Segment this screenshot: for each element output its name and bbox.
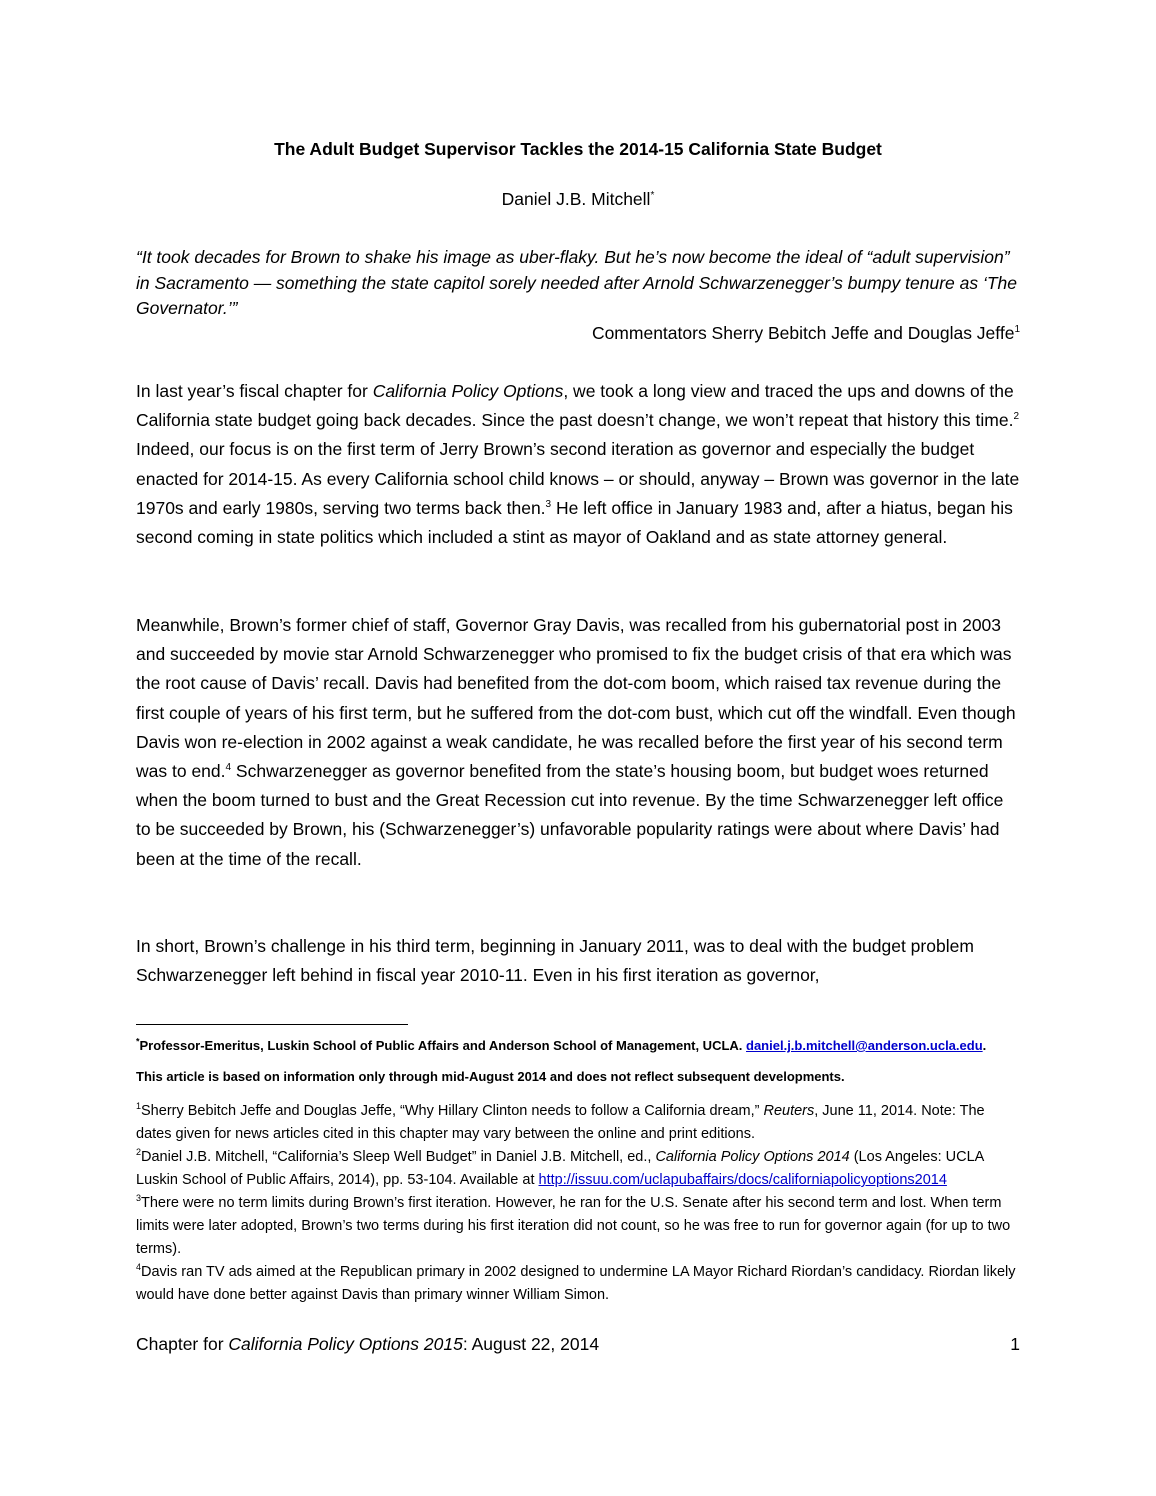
footnote-star-mark: * <box>136 1036 140 1047</box>
footnotes-list <box>136 1100 1020 1307</box>
para1-text-a: In last year’s fiscal chapter for <box>136 381 373 401</box>
footnote-ref-4: 4 <box>225 762 232 774</box>
para1-text-d: He left office in January 1983 and, after a hiatus, began his second coming in state politics which included a stint as mayor of Oakland and as state attorney general. <box>136 497 1013 548</box>
footer-date: : August 22, 2014 <box>462 1334 600 1354</box>
para1-text-c: Indeed, our focus is on the first term of Jerry Brown’s second iteration as governor and especially the budget enacted for 2014-15. As every California school child knows – or should, anyway – Brown was governor in the late 1970s and early 1980s, serving two terms back then. <box>136 439 1020 518</box>
footnote-4-text: Davis ran TV ads aimed at the Republican primary in 2002 designed to undermine LA Mayor Richard Riordan’s candidacy. Riordan likely would have done better against Davis than primary winner William Simon. <box>136 1264 1016 1303</box>
body-paragraph-2 <box>136 611 1020 874</box>
footnote-separator <box>136 1024 408 1025</box>
para1-book-title: California Policy Options <box>372 381 564 401</box>
footnote-3-mark: 3 <box>136 1193 142 1204</box>
page-number: 1 <box>1010 1334 1020 1354</box>
author-line <box>136 187 1020 211</box>
body-paragraph-3: In short, Brown’s challenge in his third term, beginning in January 2011, was to deal with the budget problem Schwarzenegger left behind in fiscal year 2010-11. Even in his first iteration as governor, <box>136 936 974 986</box>
footnote-ref-1: 1 <box>1014 324 1020 336</box>
footnote-2 <box>136 1146 1020 1192</box>
footnote-1-text-a: Sherry Bebitch Jeffe and Douglas Jeffe, “Why Hillary Clinton needs to follow a California dream,” <box>141 1103 764 1119</box>
footnote-ref-3: 3 <box>545 498 552 510</box>
footnote-2-mark: 2 <box>136 1147 142 1158</box>
author-footnote-mark: * <box>650 190 655 202</box>
footnote-star-end: . <box>982 1038 987 1053</box>
epigraph-attribution <box>136 321 1020 345</box>
footnote-4-mark: 4 <box>136 1262 142 1273</box>
footnote-3 <box>136 1192 1020 1261</box>
footnote-1-mark: 1 <box>136 1101 142 1112</box>
para2-text-a: Meanwhile, Brown’s former chief of staff, Governor Gray Davis, was recalled from his gubernatorial post in 2003 and succeeded by movie star Arnold Schwarzenegger who promised to fix the budget crisis of that era which was the root cause of Davis’ recall. Davis had benefited from the dot-com boom, which raised tax revenue during the first couple of years of his first term, but he suffered from the dot-com bust, which cut off the windfall. Even though Davis won re-election in 2002 against a weak candidate, he was recalled before the first year of his second term was to end. <box>136 615 1016 782</box>
author-email-link[interactable]: daniel.j.b.mitchell@anderson.ucla.edu <box>746 1038 983 1053</box>
footer-prefix: Chapter for <box>136 1334 229 1354</box>
body-paragraph-1 <box>136 377 1020 552</box>
footnote-2-url-link[interactable]: http://issuu.com/uclapubaffairs/docs/californiapolicyoptions2014 <box>538 1172 947 1188</box>
footnote-2-text-a: Daniel J.B. Mitchell, “California’s Sleep Well Budget” in Daniel J.B. Mitchell, ed., <box>141 1149 656 1165</box>
footnote-basis: This article is based on information only through mid-August 2014 and does not reflect subsequent developments. <box>136 1069 845 1084</box>
author-name: Daniel J.B. Mitchell <box>501 189 651 209</box>
para1-text-b: , we took a long view and traced the ups and downs of the California state budget going back decades. Since the past doesn’t change, we won’t repeat that history this time. <box>136 381 1014 431</box>
attribution-text: Commentators Sherry Bebitch Jeffe and Douglas Jeffe <box>591 323 1015 343</box>
epigraph-quote: “It took decades for Brown to shake his image as uber-flaky. But he’s now become the ideal of “adult supervision” in Sacramento — something the state capitol sorely needed after Arnold Schwarzenegger’s bumpy tenure as ‘The Governator.’” <box>136 247 1017 318</box>
footnote-1-text-b: , June 11, 2014. Note: The dates given for news articles cited in this chapter may vary between the online and print editions. <box>136 1103 985 1142</box>
footnote-author <box>136 1034 1020 1057</box>
footer-book-title: California Policy Options 2015 <box>228 1334 463 1354</box>
footnote-star-text: Professor-Emeritus, Luskin School of Public Affairs and Anderson School of Management, UCLA. <box>139 1038 747 1053</box>
para2-text-b: Schwarzenegger as governor benefited from the state’s housing boom, but budget woes returned when the boom turned to bust and the Great Recession cut into revenue. By the time Schwarzenegger left office to be succeeded by Brown, his (Schwarzenegger’s) unfavorable popularity ratings were about where Davis’ had been at the time of the recall. <box>136 761 1004 869</box>
document-title: The Adult Budget Supervisor Tackles the 2014-15 California State Budget <box>274 139 882 159</box>
footnote-4 <box>136 1261 1020 1307</box>
footnote-ref-2: 2 <box>1013 411 1020 423</box>
footnote-2-text-b: (Los Angeles: UCLA Luskin School of Public Affairs, 2014), pp. 53-104. Available at <box>136 1149 984 1188</box>
footnote-3-text: There were no term limits during Brown’s first iteration. However, he ran for the U.S. Senate after his second term and lost. When term limits were later adopted, Brown’s two terms during his first iteration did not count, so he was free to run for governor again (for up to two terms). <box>136 1195 1011 1257</box>
footnote-1 <box>136 1100 1020 1146</box>
footnote-1-source: Reuters <box>763 1103 815 1119</box>
page-footer <box>136 1331 1020 1357</box>
footnote-2-book: California Policy Options 2014 <box>655 1149 850 1165</box>
